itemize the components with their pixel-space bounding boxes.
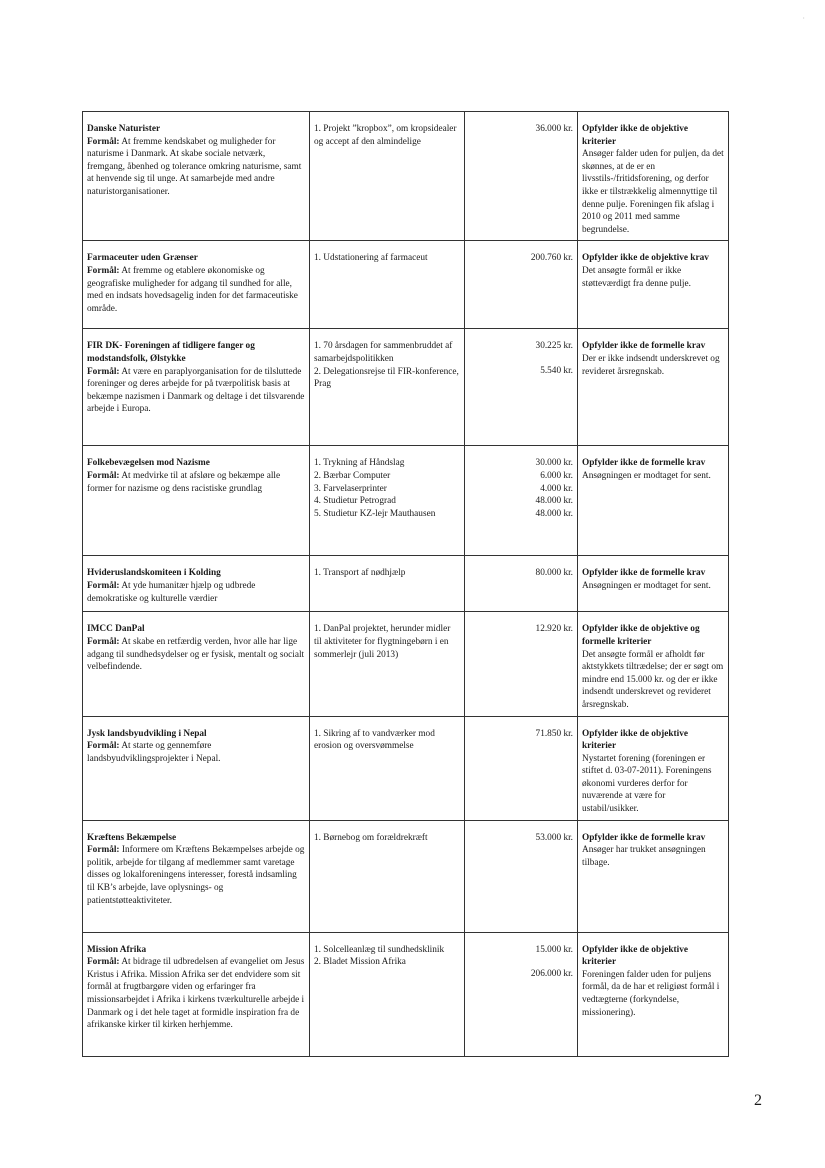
decision-cell bbox=[578, 241, 729, 329]
organisation-cell bbox=[83, 329, 310, 446]
project-list: 1. Udstationering af farmaceut bbox=[314, 253, 428, 264]
projects-cell bbox=[310, 612, 465, 716]
projects-cell bbox=[310, 241, 465, 329]
amount-value: 30.225 kr. bbox=[535, 341, 573, 352]
decision-text: Det ansøgte formål er ikke støtteværdigt fra denne pulje. bbox=[582, 265, 691, 289]
amount-cell bbox=[465, 241, 578, 329]
purpose-label: Formål: bbox=[87, 741, 120, 752]
amount-value bbox=[469, 353, 573, 365]
project-list: 1. Solcelleanlæg til sundhedsklinik 2. Bladet Mission Afrika bbox=[314, 944, 445, 968]
project-list: 1. Trykning af Håndslag 2. Bærbar Computer 3. Farvelaserprinter 4. Studietur Petrograd 5. Studietur KZ-lejr Mauthausen bbox=[314, 458, 436, 519]
purpose-description: At fremme og etablere økonomiske og geografiske muligheder for adgang til sundhed for alle, med en indsats hovedsagelig inden for det farmaceutiske område. bbox=[87, 265, 298, 314]
scan-mark: · bbox=[802, 14, 805, 23]
page-number: 2 bbox=[754, 1092, 762, 1109]
purpose-label: Formål: bbox=[87, 957, 120, 968]
purpose-description: Informere om Kræftens Bekæmpelses arbejde og politik, arbejde for tilgang af medlemmer samt varetage disses og lokalforeningens interesser, forestå indsamling til KB’s arbejde, lave oplysnings- og patientstøtteaktiviteter. bbox=[87, 845, 305, 906]
table-row bbox=[83, 716, 729, 820]
decision-title: Opfylder ikke de formelle krav bbox=[582, 341, 706, 352]
projects-cell bbox=[310, 716, 465, 820]
amount-value: 53.000 kr. bbox=[535, 832, 573, 843]
organisation-cell bbox=[83, 446, 310, 556]
organisation-cell bbox=[83, 241, 310, 329]
amount-value: 12.920 kr. bbox=[535, 624, 573, 635]
purpose-text bbox=[87, 957, 304, 1030]
amount-cell bbox=[465, 446, 578, 556]
organisation-name: Mission Afrika bbox=[87, 944, 147, 955]
amount-value: 6.000 kr. bbox=[540, 470, 573, 481]
amount-value bbox=[469, 956, 573, 968]
decision-cell bbox=[578, 446, 729, 556]
decision-text: Nystartet forening (foreningen er stiftet d. 03-07-2011). Foreningens økonomi vurderes derfor for nuværende at være for ustabil/usikker. bbox=[582, 753, 712, 815]
amount-value: 80.000 kr. bbox=[535, 568, 573, 579]
amount-cell bbox=[465, 556, 578, 612]
amount-value: 36.000 kr. bbox=[535, 124, 573, 134]
amount-cell bbox=[465, 820, 578, 932]
organisation-name: Kræftens Bekæmpelse bbox=[87, 832, 177, 843]
purpose-label: Formål: bbox=[87, 136, 120, 147]
purpose-label: Formål: bbox=[87, 470, 120, 481]
purpose-text bbox=[87, 137, 301, 197]
table-row bbox=[83, 329, 729, 446]
decision-text: Det ansøgte formål er afholdt før aktstykkets tiltrædelse; der er søgt om mindre end 15.000 kr. og der er ikke indsendt underskrevet og revideret årsregnskab. bbox=[582, 649, 724, 710]
purpose-label: Formål: bbox=[87, 265, 120, 276]
amount-cell bbox=[465, 112, 578, 241]
amount-value: 48.000 kr. bbox=[535, 508, 573, 519]
decision-title: Opfylder ikke de objektive kriterier bbox=[582, 944, 688, 968]
decision-cell bbox=[578, 556, 729, 612]
purpose-label: Formål: bbox=[87, 366, 120, 377]
project-list: 1. Børnebog om forældrekræft bbox=[314, 832, 428, 843]
purpose-description: At skabe en retfærdig verden, hvor alle har lige adgang til sundhedsydelser og er fysisk, mentalt og socialt velbefindende. bbox=[87, 636, 305, 673]
organisation-name: Folkebevægelsen mod Nazisme bbox=[87, 458, 210, 469]
projects-cell bbox=[310, 112, 465, 241]
organisation-name: Hvideruslandskomiteen i Kolding bbox=[87, 568, 221, 579]
purpose-text bbox=[87, 367, 304, 415]
organisation-cell bbox=[83, 112, 310, 241]
decision-title: Opfylder ikke de formelle krav bbox=[582, 458, 706, 469]
project-list: 1. Transport af nødhjælp bbox=[314, 568, 406, 579]
projects-cell bbox=[310, 932, 465, 1056]
decision-cell bbox=[578, 112, 729, 241]
organisation-cell bbox=[83, 820, 310, 932]
decision-title: Opfylder ikke de formelle krav bbox=[582, 568, 706, 579]
amount-value: 200.760 kr. bbox=[530, 253, 573, 264]
decision-title: Opfylder ikke de objektive krav bbox=[582, 253, 709, 264]
amount-cell bbox=[465, 716, 578, 820]
amount-cell bbox=[465, 932, 578, 1056]
purpose-description: At yde humanitær hjælp og udbrede demokratiske og kulturelle værdier bbox=[87, 580, 256, 604]
organisation-cell bbox=[83, 556, 310, 612]
purpose-text bbox=[87, 637, 304, 672]
table-row bbox=[83, 112, 729, 241]
project-list: 1. Projekt ”kropbox”, om kropsidealer og accept af den almindelige bbox=[314, 124, 457, 147]
purpose-label: Formål: bbox=[87, 636, 120, 647]
table-row bbox=[83, 446, 729, 556]
organisation-name: IMCC DanPal bbox=[87, 624, 145, 635]
purpose-description: At bidrage til udbredelsen af evangeliet om Jesus Kristus i Afrika. Mission Afrika ser det endvidere som sit formål at frugtbargøre viden og erfaringer fra missionsarbejdet i Afrika i kirkens tværkulturelle arbejde i Danmark og i det hele taget at formidle inspiration fra de afrikanske kirker til kirken herhjemme. bbox=[87, 957, 305, 1031]
organisation-name: Jysk landsbyudvikling i Nepal bbox=[87, 728, 207, 739]
amount-value: 5.540 kr. bbox=[540, 365, 573, 376]
purpose-text bbox=[87, 581, 255, 604]
organisation-name: FIR DK- Foreningen af tidligere fanger og modstandsfolk, Ølstykke bbox=[87, 341, 255, 364]
decision-title: Opfylder ikke de objektive og formelle kriterier bbox=[582, 624, 700, 647]
purpose-description: At fremme kendskabet og muligheder for naturisme i Danmark. At skabe sociale netværk, fremgang, åbenhed og tolerance omkring naturisme, samt at henvende sig til unge. At samarbejde med andre naturistorganisationer. bbox=[87, 136, 302, 197]
decision-text: Ansøger har trukket ansøgningen tilbage. bbox=[582, 845, 706, 868]
table-row bbox=[83, 820, 729, 932]
purpose-text bbox=[87, 845, 304, 905]
grant-applications-table bbox=[82, 111, 729, 1057]
amount-cell bbox=[465, 612, 578, 716]
table-row bbox=[83, 556, 729, 612]
table-body bbox=[83, 112, 729, 1057]
decision-text: Der er ikke indsendt underskrevet og revideret årsregnskab. bbox=[582, 353, 720, 377]
projects-cell bbox=[310, 329, 465, 446]
decision-cell bbox=[578, 932, 729, 1056]
decision-title: Opfylder ikke de objektive kriterier bbox=[582, 124, 688, 147]
decision-title: Opfylder ikke de objektive kriterier bbox=[582, 728, 688, 752]
projects-cell bbox=[310, 820, 465, 932]
purpose-text bbox=[87, 471, 280, 494]
amount-cell bbox=[465, 329, 578, 446]
purpose-text bbox=[87, 266, 298, 314]
decision-text: Ansøgningen er modtaget for sent. bbox=[582, 580, 711, 591]
decision-cell bbox=[578, 716, 729, 820]
decision-cell bbox=[578, 612, 729, 716]
amount-value: 206.000 kr. bbox=[530, 969, 573, 980]
project-list: 1. Sikring af to vandværker mod erosion og oversvømmelse bbox=[314, 728, 435, 752]
organisation-cell bbox=[83, 932, 310, 1056]
organisation-cell bbox=[83, 716, 310, 820]
project-list: 1. 70 årsdagen for sammenbruddet af samarbejdspolitikken 2. Delegationsrejse til FIR-konference, Prag bbox=[314, 341, 459, 390]
purpose-text bbox=[87, 741, 221, 764]
amount-value: 4.000 kr. bbox=[540, 483, 573, 494]
table-row bbox=[83, 932, 729, 1056]
decision-text: Ansøgningen er modtaget for sent. bbox=[582, 470, 711, 481]
decision-title: Opfylder ikke de formelle krav bbox=[582, 832, 706, 843]
decision-cell bbox=[578, 329, 729, 446]
decision-cell bbox=[578, 820, 729, 932]
table-row bbox=[83, 612, 729, 716]
purpose-description: At være en paraplyorganisation for de tilsluttede foreninger og deres arbejde for på tværpolitisk basis at bekæmpe nazismen i Danmark og deltage i det tilsvarende arbejde i Europa. bbox=[87, 366, 305, 415]
purpose-description: At medvirke til at afsløre og bekæmpe alle former for nazisme og dens racistiske grundlag bbox=[87, 470, 281, 494]
amount-value: 71.850 kr. bbox=[535, 728, 573, 739]
decision-text: Ansøger falder uden for puljen, da det skønnes, at de er en livsstils-/fritidsforening, og derfor ikke er tilstrækkelig almennyttige til denne pulje. Foreningen fik afslag i 2010 og 2011 med samme begrundelse. bbox=[582, 149, 724, 235]
amount-value: 15.000 kr. bbox=[535, 944, 573, 955]
table-row bbox=[83, 241, 729, 329]
projects-cell bbox=[310, 446, 465, 556]
purpose-label: Formål: bbox=[87, 580, 120, 591]
purpose-label: Formål: bbox=[87, 845, 120, 856]
decision-text: Foreningen falder uden for puljens formål, da de har et religiøst formål i vedtægterne (forkyndelse, missionering). bbox=[582, 969, 720, 1018]
projects-cell bbox=[310, 556, 465, 612]
organisation-name: Danske Naturister bbox=[87, 124, 161, 134]
organisation-cell bbox=[83, 612, 310, 716]
organisation-name: Farmaceuter uden Grænser bbox=[87, 253, 198, 264]
amount-value: 48.000 kr. bbox=[535, 496, 573, 507]
amount-value: 30.000 kr. bbox=[535, 458, 573, 469]
project-list: 1. DanPal projektet, herunder midler til aktiviteter for flygtningebørn i en sommerlejr (juli 2013) bbox=[314, 624, 451, 660]
purpose-description: At starte og gennemføre landsbyudviklingsprojekter i Nepal. bbox=[87, 741, 221, 764]
